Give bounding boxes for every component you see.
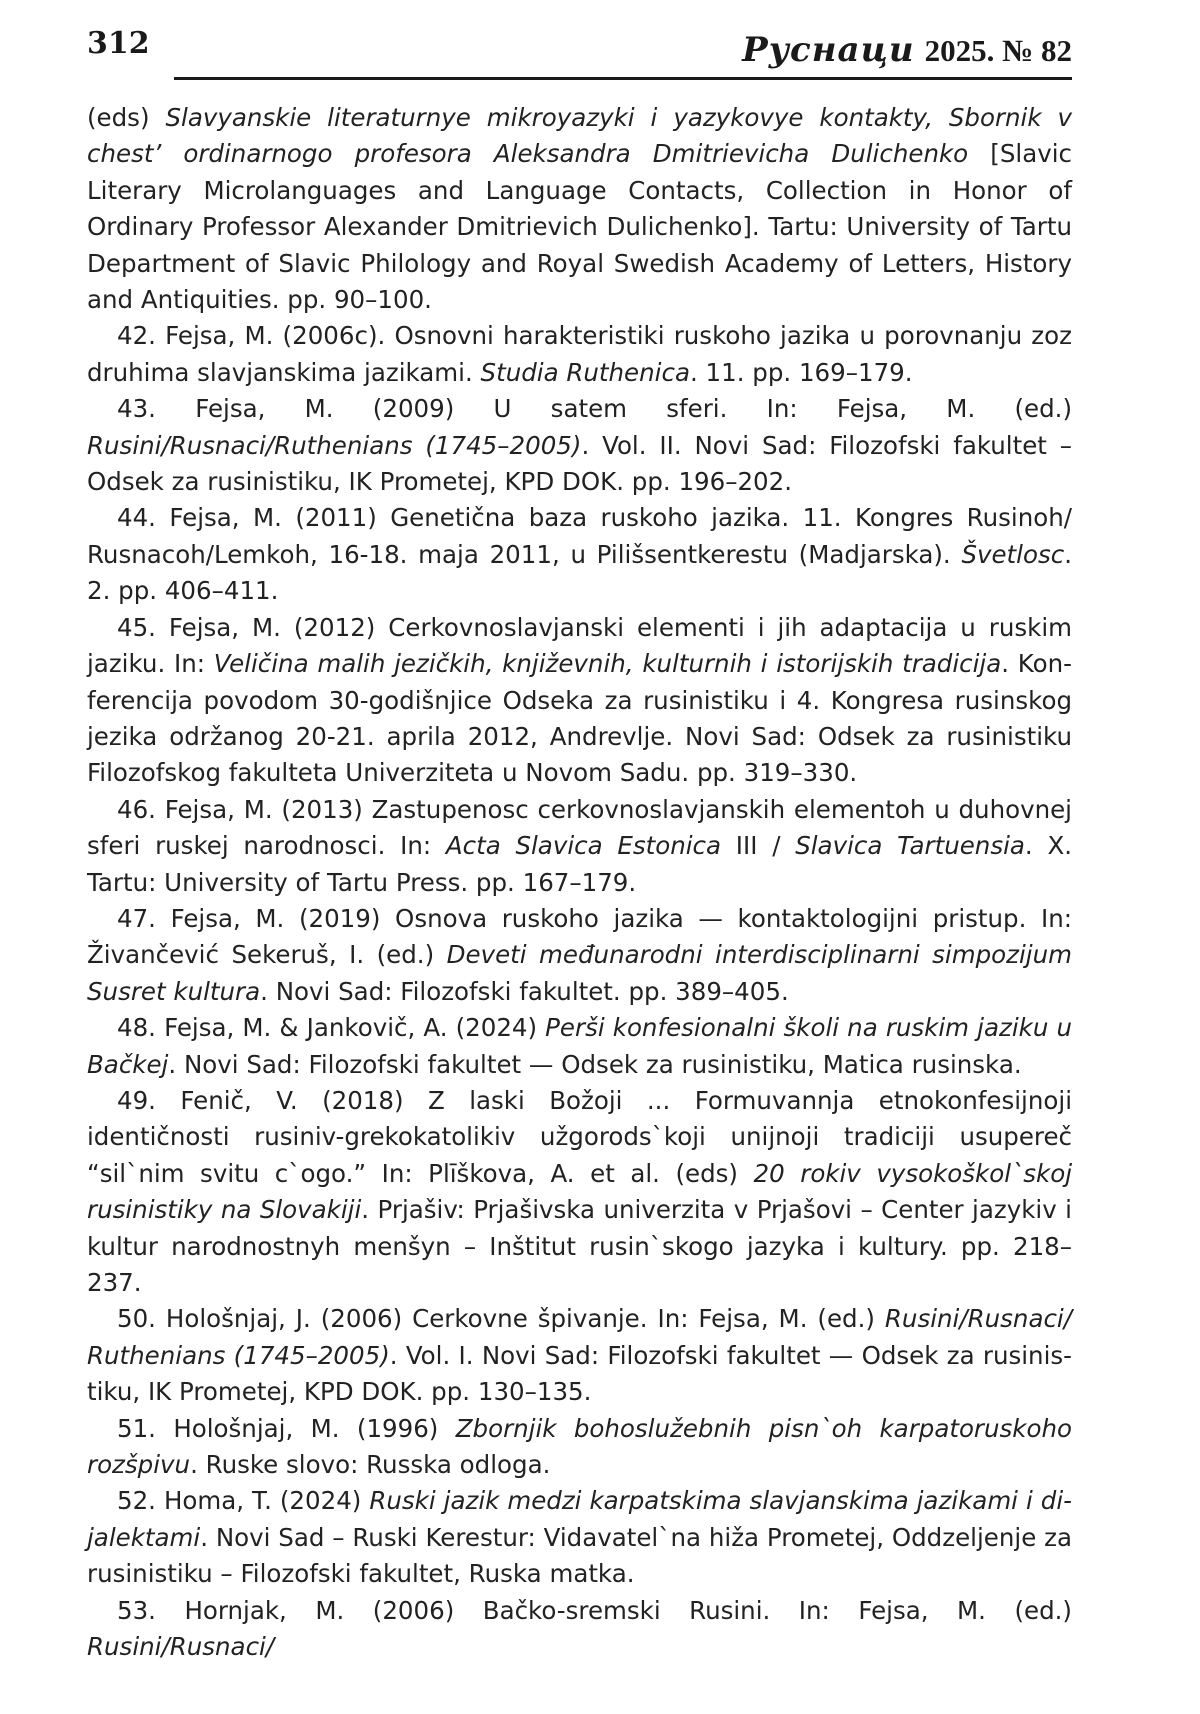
reference-text: 52. Homa, T. (2024) [117, 1486, 370, 1516]
reference-title-italic: Rusini/Rusnaci/Ruthenians (1745–2005) [87, 430, 582, 460]
reference-entry [87, 901, 1072, 1010]
journal-issue: 2025. № 82 [924, 33, 1072, 68]
reference-text: . Ruske slovo: Russka odloga. [190, 1450, 551, 1480]
reference-title-italic: Acta Slavica Estonica [445, 831, 722, 861]
reference-text: 49. Fenič, V. (2018) Z laski Božoji ... Formuvannja etnokonfesijnoji identičnosti rusiniv-grekokatolikiv užgorods`koji unijnoji tradiciji usupereč “sil`nim svitu c`ogo.” In: Plīškova, A. et al. (eds) [87, 1085, 1072, 1188]
reference-text: . 2. pp. 406–411. [87, 539, 1072, 606]
reference-text: . 11. pp. 169–179. [689, 357, 913, 387]
running-header [87, 26, 1072, 78]
reference-text: 51. Hološnjaj, M. (1996) [117, 1413, 456, 1443]
reference-entry [87, 500, 1072, 609]
reference-title-italic: Zbornjik bohoslužebnih pisn`oh karpatoruskoho rozšpivu [87, 1413, 1072, 1480]
reference-title-italic: Perši konfesionalni školi na ruskim jaziku u Bačkej [87, 1013, 1072, 1079]
reference-entry [87, 318, 1072, 391]
reference-entry [87, 391, 1072, 500]
reference-text: . X. Tartu: University of Tartu Press. pp. 167–179. [87, 831, 1073, 897]
reference-text: 43. Fejsa, M. (2009) U satem sferi. In: Fejsa, M. (ed.) [117, 394, 1072, 424]
reference-entry [87, 1411, 1072, 1484]
reference-title-italic: Veličina malih jezičkih, književnih, kulturnih i istorijskih tradicija [213, 649, 1002, 679]
reference-list [87, 100, 1072, 1665]
reference-text: 48. Fejsa, M. & Jankovič, A. (2024) [117, 1013, 546, 1043]
reference-title-italic: Studia Ruthenica [480, 357, 690, 387]
reference-entry [87, 1083, 1072, 1301]
reference-text: 45. Fejsa, M. (2012) Cerkovnoslavjanski elementi i jih adaptacija u ruskim jaziku. In: [87, 612, 1072, 679]
reference-title-italic: Švetlosc [961, 539, 1065, 569]
reference-text: . Konferencija povodom 30-godišnjice Odseka za rusinistiku i 4. Kongresa rusinskog jezika održanog 20-21. aprila 2012, Andrevlje. Novi Sad: Odsek za rusinistiku Filozofskog fakulteta Univerziteta u Novom Sadu. pp. 319–330. [87, 649, 1072, 788]
reference-text: 42. Fejsa, M. (2006c). Osnovni harakteristiki ruskoho jazika u porovnanju zoz druhima slavjanskima jazikami. [87, 321, 1072, 387]
reference-entry [87, 1010, 1072, 1083]
reference-text: 53. Hornjak, M. (2006) Bačko-sremski Rusini. In: Fejsa, M. (ed.) [117, 1595, 1072, 1625]
reference-entry [87, 610, 1072, 792]
reference-text: . Vol. I. Novi Sad: Filozofski fakultet — Odsek za rusinistiku, IK Prometej, KPD DOK. pp. 130–135. [87, 1340, 1072, 1407]
reference-entry [87, 792, 1072, 901]
reference-entry [87, 1483, 1072, 1592]
reference-entry [87, 1593, 1072, 1666]
reference-text: (eds) [87, 103, 166, 132]
reference-entry [87, 1301, 1072, 1410]
reference-text: III / [721, 831, 796, 861]
reference-title-italic: Slavyanskie literaturnye mikroyazyki i yazykovye kontakty, Sbornik v chest’ ordinarnogo profesora Aleksandra Dmitrievicha Dulichenko [87, 103, 1072, 169]
reference-text: [Slavic Literary Microlanguages and Language Contacts, Collection in Honor of Ordinary Professor Alexander Dmitrievich Dulichenko]. Tartu: University of Tartu Department of Slavic Philology and Royal Swedish Academy of Letters, History and Antiquities. pp. 90–100. [87, 139, 1073, 315]
reference-title-italic: Rusini/Rusnaci/ [87, 1632, 275, 1662]
reference-text: . Novi Sad – Ruski Kerestur: Vidavatel`na hiža Prometej, Oddzeljenje za rusinistiku – Filozofski fakultet, Ruska matka. [87, 1522, 1072, 1589]
header-rule [174, 77, 1072, 80]
reference-title-italic: Deveti međunarodni interdisciplinarni simpozijum Susret kultura [87, 940, 1073, 1006]
reference-text: 46. Fejsa, M. (2013) Zastupenosc cerkovnoslavjanskih elementoh u duhovnej sferi ruskej narodnosci. In: [87, 794, 1072, 861]
reference-text: 47. Fejsa, M. (2019) Osnova ruskoho jazika — kontaktologijni pristup. In: Živančević Sekeruš, I. (ed.) [87, 903, 1072, 970]
reference-title-italic: Rusini/Rusnaci/ Ruthenians (1745–2005) [87, 1304, 1072, 1370]
reference-continuation [87, 100, 1072, 318]
reference-text: . Novi Sad: Filozofski fakultet — Odsek za rusinistiku, Matica rusinska. [168, 1049, 1022, 1079]
journal-header [742, 30, 1072, 70]
reference-title-italic: 20 rokiv vysokoškol`skoj rusinistiky na Slovakiji [87, 1158, 1073, 1225]
journal-title: Руснаци [742, 30, 915, 70]
reference-text: 50. Hološnjaj, J. (2006) Cerkovne špivanje. In: Fejsa, M. (ed.) [117, 1304, 885, 1334]
reference-text: . Novi Sad: Filozofski fakultet. pp. 389–405. [260, 976, 789, 1006]
page-number: 312 [87, 26, 150, 61]
reference-text: 44. Fejsa, M. (2011) Genetična baza ruskoho jazika. 11. Kongres Rusinoh/ Rusnacoh/Lemkoh, 16-18. maja 2011, u Pilišsentkerestu (Madjarska). [87, 503, 1072, 569]
reference-title-italic: Ruski jazik medzi karpatskima slavjanskima jazikami i dijalektami [87, 1486, 1072, 1552]
reference-text: . Prjašiv: Prjašivska univerzita v Prjašovi – Center jazykiv i kultur narodnostnyh menšyn – Inštitut rusin`skogo jazyka i kultury. pp. 218–237. [87, 1195, 1072, 1297]
reference-text: . Vol. II. Novi Sad: Filozofski fakultet – Odsek za rusinistiku, IK Prometej, KPD DOK. pp. 196–202. [87, 430, 1072, 497]
reference-title-italic: Slavica Tartuensia [795, 831, 1025, 861]
